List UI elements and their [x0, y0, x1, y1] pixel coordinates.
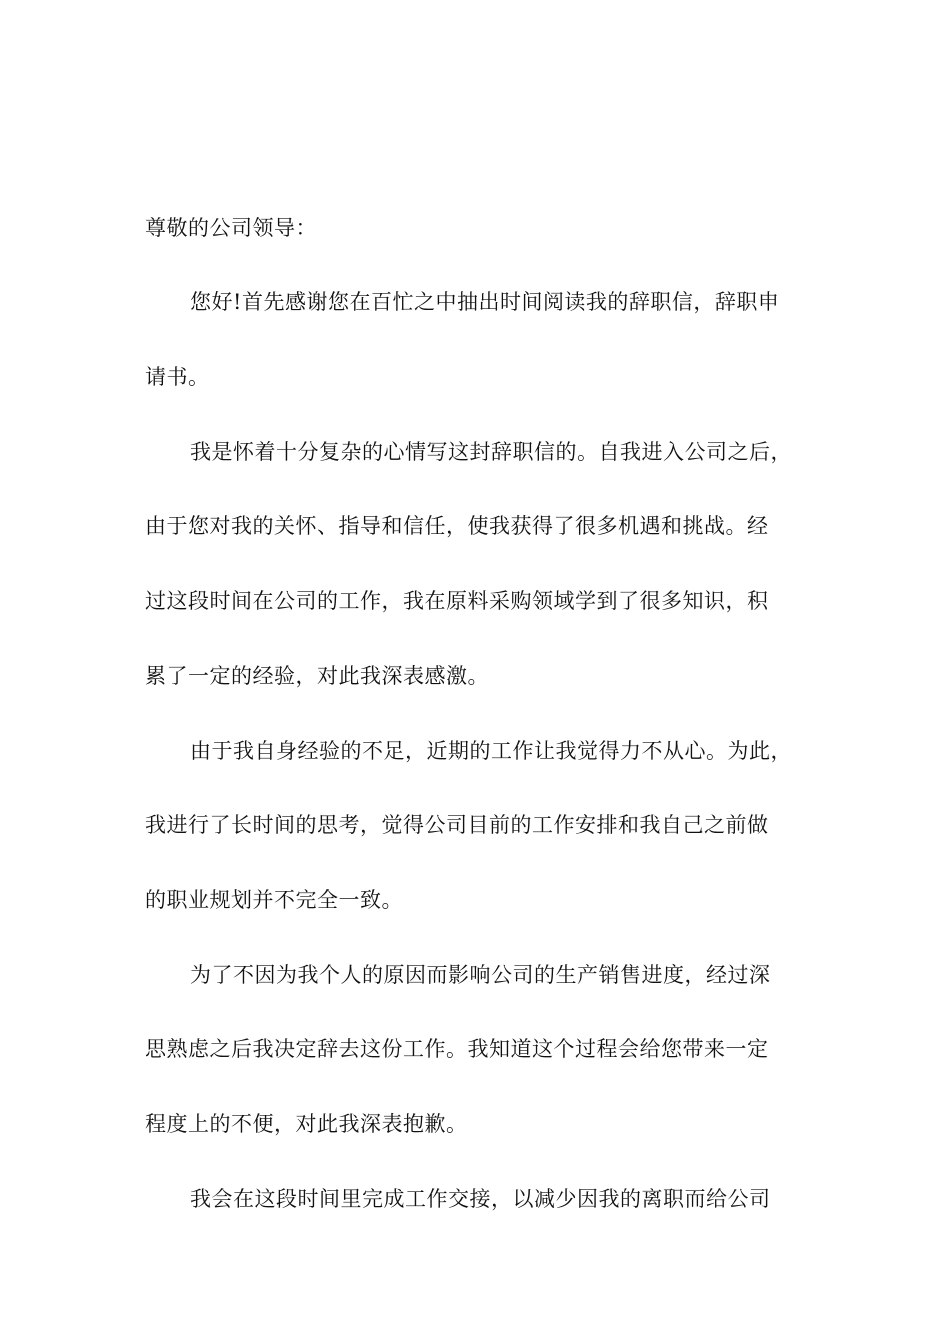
paragraph-2-line-2: 由于您对我的关怀、指导和信任，使我获得了很多机遇和挑战。经 [145, 514, 769, 538]
paragraph-3-line-1: 由于我自身经验的不足，近期的工作让我觉得力不从心。为此， [190, 739, 792, 763]
paragraph-1-line-1: 您好!首先感谢您在百忙之中抽出时间阅读我的辞职信，辞职申 [190, 290, 780, 314]
paragraph-2-line-1: 我是怀着十分复杂的心情写这封辞职信的。自我进入公司之后， [190, 440, 792, 464]
paragraph-4-line-2: 思熟虑之后我决定辞去这份工作。我知道这个过程会给您带来一定 [145, 1037, 769, 1061]
paragraph-5-line-1: 我会在这段时间里完成工作交接，以减少因我的离职而给公司 [190, 1187, 771, 1211]
paragraph-3-line-3: 的职业规划并不完全一致。 [145, 888, 403, 912]
paragraph-1-line-2: 请书。 [145, 365, 210, 389]
paragraph-4-line-3: 程度上的不便，对此我深表抱歉。 [145, 1112, 468, 1136]
paragraph-2-line-3: 过这段时间在公司的工作，我在原料采购领域学到了很多知识，积 [145, 589, 769, 613]
salutation: 尊敬的公司领导： [145, 216, 317, 240]
paragraph-4-line-1: 为了不因为我个人的原因而影响公司的生产销售进度，经过深 [190, 963, 771, 987]
paragraph-2-line-4: 累了一定的经验，对此我深表感激。 [145, 664, 489, 688]
paragraph-3-line-2: 我进行了长时间的思考，觉得公司目前的工作安排和我自己之前做 [145, 813, 769, 837]
